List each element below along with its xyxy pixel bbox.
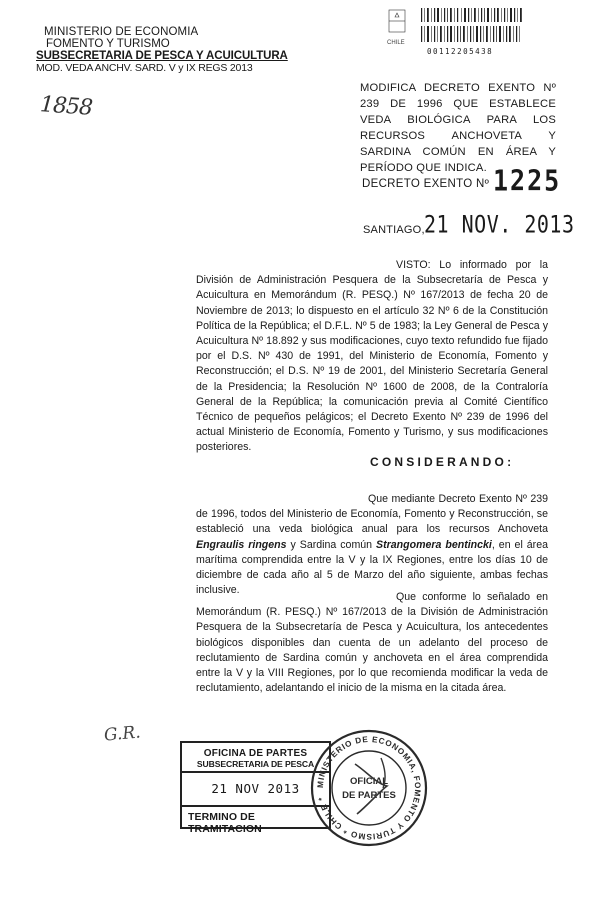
- city-label: SANTIAGO,: [363, 224, 425, 236]
- seal-center-1: OFICIAL: [350, 776, 388, 787]
- seal-center-2: DE PARTES: [342, 790, 396, 801]
- decree-number: 1225: [493, 163, 562, 198]
- seal-ring-text: MINISTERIO DE ECONOMIA, FOMENTO Y TURISMO * CHILE *: [315, 734, 423, 842]
- barcode-caption: 00112205438: [427, 47, 494, 56]
- visto-text: Lo informado por la División de Administración Pesquera de la Subsecretaría de Pesca y Acuicultura en Memorándum (R. PESQ.) Nº 167/2013 de fecha 20 de Noviembre de 2013; lo dispuesto en el artículo 32 Nº 6 de la Constitución Política de la República; el D.F.L. Nº 5 de 1983; la Ley General de Pesca y Acuicultura Nº 18.892 y sus modificaciones, cuyo texto refundido fue fijado por el D.S. Nº 430 de 1991, del Ministerio de Economía, Fomento y Reconstrucción; el D.S. Nº 19 de 2001, del Ministerio Secretaría General de la Presidencia; la Resolución Nº 1600 de 2008, de la Contraloría General de la República; la comunicación previa al Comité Científico Técnico de pequeños pelágicos; el Decreto Exento Nº 239 de 1996 del actual Ministerio de Economía, Fomento y Turismo, y sus modificaciones posteriores.: [196, 259, 548, 454]
- stamp-office: OFICINA DE PARTES: [203, 748, 308, 759]
- handwritten-initials: G.R.: [103, 722, 142, 746]
- stamp-subsecretaria: SUBSECRETARIA DE PESCA: [196, 759, 315, 769]
- registry-barcode: [377, 4, 567, 62]
- ministry-name-2: FOMENTO Y TURISMO: [46, 38, 170, 50]
- seal-outer-ring: [312, 731, 426, 845]
- considerando-p1-text-a: Que mediante Decreto Exento Nº 239 de 1996, todos del Ministerio de Economía, Fomento y Reconstrucción, se estableció una veda biológica anual para los recursos Anchoveta: [196, 493, 548, 536]
- visto-label: VISTO:: [396, 259, 431, 271]
- decree-date-stamp: 21 NOV. 2013: [424, 209, 575, 239]
- handwritten-number: 1858: [39, 92, 93, 121]
- considerando-p1-text-c: , en el área marítima comprendida entre la V y la IX Regiones, entre los días 10 de diciembre de cada año al 5 de Marzo del año siguiente, ambas fechas inclusive.: [196, 538, 548, 597]
- barcode-bars-2: [421, 26, 520, 42]
- considerando-p1-text-b: y Sardina común: [286, 538, 377, 551]
- subsecretaria-name: SUBSECRETARIA DE PESCA Y ACUICULTURA: [36, 50, 288, 62]
- visto-paragraph: [196, 258, 548, 456]
- chile-emblem-icon: [389, 10, 405, 32]
- species-strangomera: Strangomera bentincki: [376, 538, 492, 551]
- letterhead: [36, 26, 288, 74]
- stamp-date: 21 NOV 2013: [211, 781, 300, 796]
- species-engraulis: Engraulis ringens: [196, 538, 287, 551]
- document-reference: MOD. VEDA ANCHV. SARD. V y IX REGS 2013: [36, 62, 253, 74]
- svg-text:CHILE: CHILE: [387, 40, 405, 46]
- official-seal: [307, 726, 431, 850]
- decree-subject: MODIFICA DECRETO EXENTO Nº 239 DE 1996 QUE ESTABLECE VEDA BIOLÓGICA PARA LOS RECURSOS ANCHOVETA Y SARDINA COMÚN EN ÁREA Y PERÍODO QUE INDICA.: [360, 82, 556, 174]
- barcode-bars: [421, 8, 522, 22]
- considerando-paragraph-1: [196, 492, 548, 598]
- decree-label: DECRETO EXENTO Nº: [362, 178, 490, 190]
- seal-inner-ring: [332, 751, 406, 825]
- ministry-name: MINISTERIO DE ECONOMIA: [44, 26, 199, 38]
- stamp-termino: TERMINO DE TRAMITACION: [188, 811, 262, 835]
- signature-scribble-icon: [355, 764, 387, 814]
- considerando-heading: CONSIDERANDO:: [370, 455, 515, 469]
- considerando-paragraph-2: Que conforme lo señalado en Memorándum (R. PESQ.) Nº 167/2013 de la División de Administración Pesquera de la Subsecretaría de Pesca y Acuicultura, los antecedentes biológicos disponibles dan cuenta de un adelanto del proceso de reclutamiento de Sardina común y anchoveta en el área comprendida entre la V y la VIII Regiones, por lo que recomienda modificar la veda de reclutamiento, adelantando el inicio de la misma en la citada área.: [196, 591, 548, 695]
